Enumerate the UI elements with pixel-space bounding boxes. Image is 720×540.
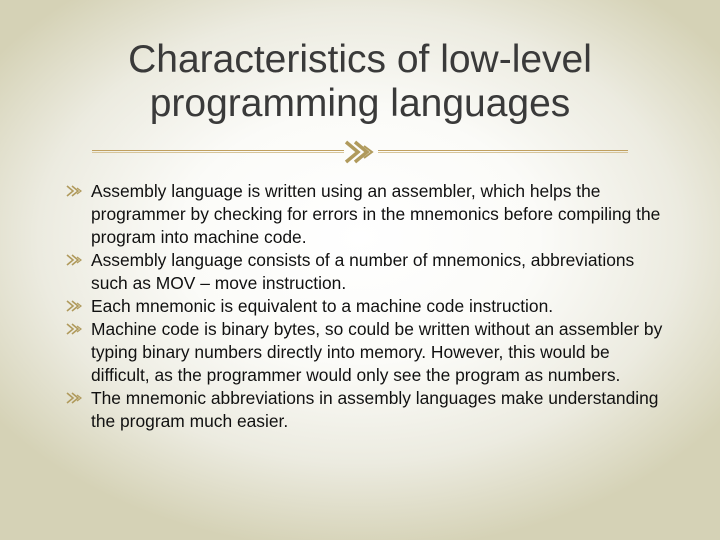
bullet-text: Machine code is binary bytes, so could be written without an assembler by typing binary numbers directly into memory. However, this would be difficult, as the programmer would only see the program as numbers. <box>91 319 663 385</box>
title-rule-right-shadow <box>378 152 628 153</box>
double-chevron-bullet-icon <box>66 391 83 405</box>
slide-title: Characteristics of low-level programming languages <box>128 38 592 125</box>
double-chevron-bullet-icon <box>66 299 83 313</box>
double-chevron-divider-icon <box>344 139 378 165</box>
title-rule-right <box>378 150 628 151</box>
bullet-item <box>66 387 666 433</box>
title-rule-left <box>92 150 344 151</box>
bullet-item <box>66 295 666 318</box>
bullet-item <box>66 180 666 249</box>
title-rule-left-shadow <box>92 152 344 153</box>
double-chevron-bullet-icon <box>66 184 83 198</box>
bullet-item <box>66 318 666 387</box>
bullet-item <box>66 249 666 295</box>
bullet-list <box>66 180 666 433</box>
bullet-text: Assembly language is written using an assembler, which helps the programmer by checking for errors in the mnemonics before compiling the program into machine code. <box>91 181 661 247</box>
double-chevron-bullet-icon <box>66 253 83 267</box>
bullet-text: Assembly language consists of a number of mnemonics, abbreviations such as MOV – move instruction. <box>91 250 635 293</box>
double-chevron-bullet-icon <box>66 322 83 336</box>
bullet-text: Each mnemonic is equivalent to a machine code instruction. <box>91 296 554 316</box>
bullet-text: The mnemonic abbreviations in assembly languages make understanding the program much easier. <box>91 388 659 431</box>
